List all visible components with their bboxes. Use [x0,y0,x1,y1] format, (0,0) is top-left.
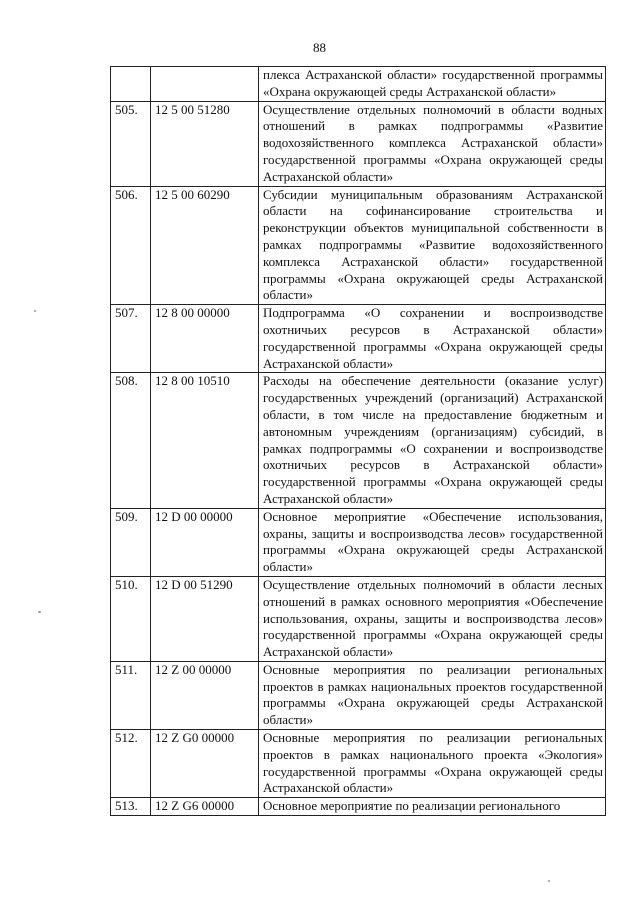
description-cell: Основное мероприятие по реализации регионального [259,798,606,816]
table-body [111,67,606,816]
classification-code-cell: 12 Z G6 00000 [151,798,259,816]
classification-code-cell: 12 D 00 51290 [151,576,259,661]
description-cell: Субсидии муниципальным образованиям Астраханской области на софинансирование строительства и реконструкции объектов муниципальной собственности в рамках подпрограммы «Развитие водохозяйственного комплекса Астраханской области» государственной программы «Охрана окружающей среды Астраханской области» [259,186,606,305]
scan-speck [34,310,36,312]
classification-code-cell: 12 D 00 00000 [151,508,259,576]
budget-classification-table [110,66,606,816]
classification-code-cell [151,67,259,102]
table-row [111,798,606,816]
table-row [111,661,606,729]
scan-speck [548,880,550,882]
classification-code-cell: 12 Z 00 00000 [151,661,259,729]
row-number-cell [111,67,151,102]
row-number-cell: 505. [111,101,151,186]
table-row [111,508,606,576]
row-number-cell: 508. [111,373,151,508]
row-number-cell: 507. [111,305,151,373]
row-number-cell: 512. [111,730,151,798]
description-cell: плекса Астраханской области» государственной программы «Охрана окружающей среды Астраханской области» [259,67,606,102]
classification-code-cell: 12 5 00 51280 [151,101,259,186]
description-cell: Расходы на обеспечение деятельности (оказание услуг) государственных учреждений (организаций) Астраханской области, в том числе на предоставление бюджетным и автономным учреждениям (организациям) субсидий, в рамках подпрограммы «О сохранении и воспроизводстве охотничьих ресурсов в Астраханской области» государственной программы «Охрана окружающей среды Астраханской области» [259,373,606,508]
scan-speck [38,611,41,613]
classification-code-cell: 12 5 00 60290 [151,186,259,305]
description-cell: Осуществление отдельных полномочий в области лесных отношений в рамках основного мероприятия «Обеспечение использования, охраны, защиты и воспроизводства лесов» государственной программы «Охрана окружающей среды Астраханской области» [259,576,606,661]
row-number-cell: 511. [111,661,151,729]
classification-code-cell: 12 8 00 00000 [151,305,259,373]
row-number-cell: 513. [111,798,151,816]
table-row [111,186,606,305]
description-cell: Подпрограмма «О сохранении и воспроизводстве охотничьих ресурсов в Астраханской области» государственной программы «Охрана окружающей среды Астраханской области» [259,305,606,373]
description-cell: Основное мероприятие «Обеспечение использования, охраны, защиты и воспроизводства лесов» государственной программы «Охрана окружающей среды Астраханской области» [259,508,606,576]
table-row [111,101,606,186]
table-row [111,576,606,661]
description-cell: Основные мероприятия по реализации региональных проектов в рамках национального проекта «Экология» государственной программы «Охрана окружающей среды Астраханской области» [259,730,606,798]
row-number-cell: 506. [111,186,151,305]
page-number: 88 [313,40,326,55]
row-number-cell: 509. [111,508,151,576]
row-number-cell: 510. [111,576,151,661]
classification-code-cell: 12 Z G0 00000 [151,730,259,798]
description-cell: Осуществление отдельных полномочий в области водных отношений в рамках подпрограммы «Развитие водохозяйственного комплекса Астраханской области» государственной программы «Охрана окружающей среды Астраханской области» [259,101,606,186]
classification-code-cell: 12 8 00 10510 [151,373,259,508]
table-row [111,67,606,102]
table-row [111,373,606,508]
table-row [111,730,606,798]
table-row [111,305,606,373]
description-cell: Основные мероприятия по реализации региональных проектов в рамках национальных проектов государственной программы «Охрана окружающей среды Астраханской области» [259,661,606,729]
